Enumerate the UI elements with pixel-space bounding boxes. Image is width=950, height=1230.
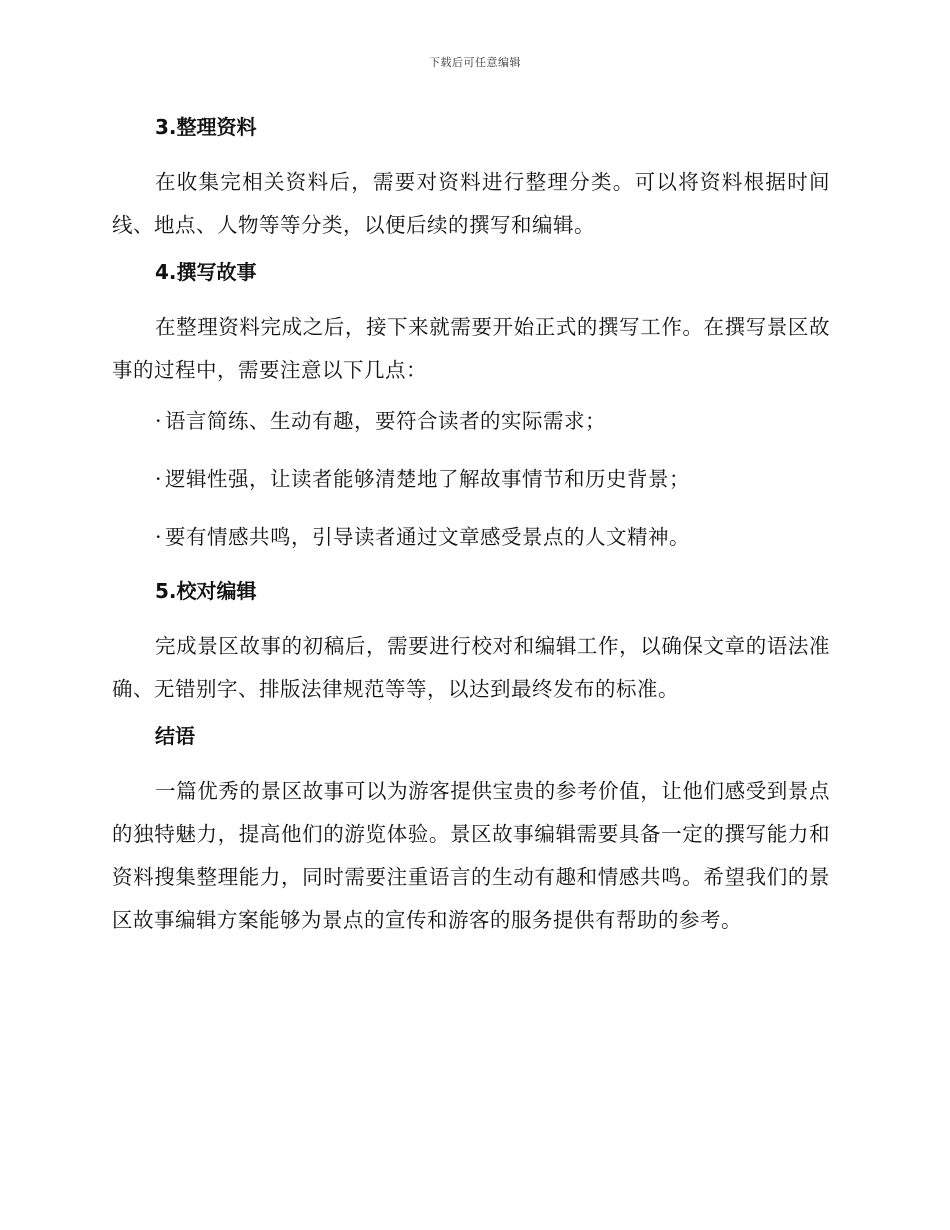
bullet-item <box>112 516 830 559</box>
bullet-marker: · <box>155 525 163 549</box>
section-heading: 3.整理资料 <box>155 115 257 139</box>
bullet-text: 语言简练、生动有趣，要符合读者的实际需求； <box>165 409 606 433</box>
paragraph: 在收集完相关资料后，需要对资料进行整理分类。可以将资料根据时间线、地点、人物等等分类，以便后续的撰写和编辑。 <box>112 170 830 237</box>
paragraph: 完成景区故事的初稿后，需要进行校对和编辑工作，以确保文章的语法准确、无错别字、排版法律规范等等，以达到最终发布的标准。 <box>112 634 830 701</box>
section-heading: 结语 <box>155 724 195 748</box>
bullet-marker: · <box>155 467 163 491</box>
section-write-story <box>112 255 830 559</box>
section-conclusion <box>112 719 830 942</box>
bullet-item <box>112 400 830 443</box>
section-heading: 4.撰写故事 <box>155 260 257 284</box>
bullet-text: 逻辑性强，让读者能够清楚地了解故事情节和历史背景； <box>165 467 690 491</box>
section-heading: 5.校对编辑 <box>155 579 257 603</box>
section-organize-materials <box>112 110 830 247</box>
bullet-text: 要有情感共鸣，引导读者通过文章感受景点的人文精神。 <box>165 525 690 549</box>
section-proofread-edit <box>112 574 830 711</box>
bullet-item <box>112 458 830 501</box>
document-body <box>112 110 830 950</box>
page-header: 下载后可任意编辑 <box>429 56 521 69</box>
paragraph: 一篇优秀的景区故事可以为游客提供宝贵的参考价值，让他们感受到景点的独特魅力，提高他们的游览体验。景区故事编辑需要具备一定的撰写能力和资料搜集整理能力，同时需要注重语言的生动有趣和情感共鸣。希望我们的景区故事编辑方案能够为景点的宣传和游客的服务提供有帮助的参考。 <box>112 779 830 932</box>
paragraph: 在整理资料完成之后，接下来就需要开始正式的撰写工作。在撰写景区故事的过程中，需要注意以下几点： <box>112 315 830 382</box>
bullet-marker: · <box>155 409 163 433</box>
